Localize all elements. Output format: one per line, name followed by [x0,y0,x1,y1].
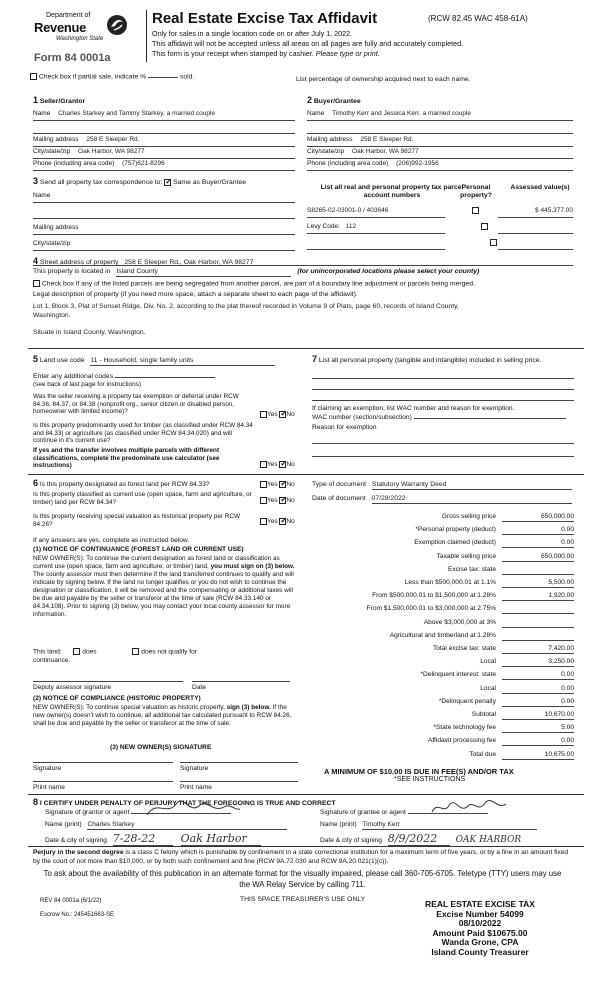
escrow-number: Escrow No.: 245451663-SE [40,912,115,918]
dept-line1: Department of [46,12,91,19]
tax-row-value[interactable] [502,619,574,628]
tax-row-label: Gross selling price [441,513,496,520]
revision-label: REV 84 0001a (6/1/22) [40,898,102,904]
legal-desc-line-3[interactable]: Situate in Island County, Washington. [33,329,146,336]
q1-no-checkbox[interactable] [279,411,286,418]
grantee-name-label: Name (print) [320,821,357,828]
buyer-name-field[interactable]: Timothy Kerr and Jessica Kerr, a married couple [332,110,471,117]
land-use-field[interactable]: 11 - Household, single family units [90,357,275,366]
additional-codes-label: Enter any additional codes [33,373,114,380]
tax-row [312,684,574,696]
partial-sale-checkbox[interactable] [30,73,37,80]
doc-date-label: Date of document [312,495,366,502]
grantee-date-field[interactable]: 8/9/2022 [388,832,450,846]
s6-q2-yes-checkbox[interactable] [260,497,267,504]
tax-row-label: From $1,500,000.01 to $3,000,000 at 2.75% [366,605,496,613]
unincorporated-note: (for unincorporated locations please select your county) [297,268,480,275]
tax-row [312,565,574,577]
seller-phone-label: Phone (including area code) [33,160,115,167]
tax-row-label: Local [480,684,496,692]
continuance-label: continuance. [33,657,71,664]
perjury-notice: Perjury in the second degree is a class C felony which is punishable by confinement in a state correctional institution for a maximum term of five years, or by a fine in an amount fixed by the court of not more than $10,000, or by both such confinement and fine (RCW 9A.72.030 and RCW 9A.20.021(1)(c)). [33,849,569,865]
tax-row-value[interactable]: 5.00 [502,724,574,733]
timber-question-bold: If yes and the transfer involves multiple parcels with different classifications, complete the predominate use calculator (see instructions) [33,447,220,470]
doc-date-field[interactable]: 07/28/2022 [372,495,572,504]
corr-name-label: Name [33,192,51,199]
buyer-phone-label: Phone (including area code) [307,160,389,167]
wac-field[interactable] [414,418,566,419]
tax-row-label: *Personal property (deduct) [415,526,496,534]
segregated-label: Check box if any of the listed parcels are being segregated from another parcel, are part of a boundary line adjustment or parcels being merged. [41,280,475,288]
tax-row-value[interactable]: 650,000.00 [502,513,574,522]
owner-signature-label-1: Signature [33,765,62,772]
grantor-name-field[interactable]: Charles Starkey [87,821,287,830]
q2-no-checkbox[interactable] [279,461,286,468]
tax-row-label: Total excise tax: state [432,645,496,652]
assessed-col-header: Assessed value(s) [510,184,570,191]
see-back-note: (see back of last page for instructions) [33,381,141,388]
tax-row [312,552,574,564]
tax-row-value[interactable] [502,605,574,614]
tax-row-label: From $500,000.01 to $1,500,000 at 1.28% [372,592,496,600]
land-use-label: Land use code [39,357,85,364]
personal-property-checkbox-3[interactable] [490,239,497,246]
levy-code-label: Levy Code: [307,223,340,230]
forest-question: Is this property designated as forest land per RCW 84.33? [39,481,210,488]
tax-row [312,631,574,643]
grantor-signature-scribble [142,797,242,819]
notice-compliance-title: (2) NOTICE OF COMPLIANCE (HISTORIC PROPERTY) [33,695,201,702]
page-title: Real Estate Excise Tax Affidavit [152,10,378,27]
notice-compliance-body: NEW OWNER(S): To continue special valuation as historic property, sign (3) below. If the new owner(s) doesn't wish to continue, all additional tax calculated pursuant to RCW 84.26, shall be due and payable by the seller or transferor at the time of sale. [33,704,292,727]
grantee-name-field[interactable]: Timothy Kerr [362,821,537,830]
buyer-heading: Buyer/Grantee [313,98,361,105]
segregated-checkbox[interactable] [33,280,40,287]
does-label: does [82,648,97,656]
notice-continuance-title: (1) NOTICE OF CONTINUANCE (FOREST LAND OR CURRENT USE) [33,546,244,553]
tax-row [312,604,574,616]
partial-percent-field[interactable] [148,77,178,78]
alternate-format-note: To ask about the availability of this publication in an alternate format for the visually impaired, please call 360-705-6705. Teletype (TTY) users may use the WA Relay Service by calling 711. [43,869,562,889]
grantee-signature-label: Signature of grantee or agent [320,809,406,816]
tax-row [312,591,574,603]
tax-row [312,538,574,550]
same-as-buyer-label: Same as Buyer/Grantee [173,179,247,186]
tax-row-label: Local [480,658,496,666]
county-select[interactable]: Island County [116,268,291,277]
tax-row-value[interactable]: 0.00 [502,526,574,535]
grantee-date-label: Date & city of signing [320,837,382,844]
personal-property-checkbox-1[interactable] [472,207,479,214]
tax-row [312,750,574,762]
minimum-due-note: A MINIMUM OF $10.00 IS DUE IN FEE(S) AND/OR TAX [324,767,514,776]
new-owner-signature-title: (3) NEW OWNER(S) SIGNATURE [110,744,212,751]
does-not-qualify-checkbox[interactable] [132,648,139,655]
s6-q2-no-checkbox[interactable] [279,497,286,504]
tax-row-label: Excise tax: state [447,565,496,573]
tax-row-label: Less than $500,000.01 at 1.1% [404,579,496,586]
tax-row [312,578,574,590]
tax-row [312,670,574,682]
corr-mailing-label: Mailing address [33,224,79,231]
dor-logo [32,12,132,54]
seller-city-label: City/state/zip [33,148,71,155]
seller-heading: Seller/Grantor [39,98,86,105]
tax-row-value[interactable]: 10,670.00 [502,711,574,720]
parcel-col-header: List all real and personal property tax parcel account numbers [320,184,464,200]
grantor-date-label: Date & city of signing [45,837,107,844]
tax-row [312,657,574,669]
header-note-2: This affidavit will not be accepted unless all areas on all pages are fully and accurately completed. [152,39,464,48]
tax-row-label: Taxable selling price [436,552,496,560]
tax-row [312,512,574,524]
q1-yes-checkbox[interactable] [260,411,267,418]
s6-q3-no-checkbox[interactable] [279,518,286,525]
form-number: Form 84 0001a [34,52,111,64]
timber-question: Is this property predominantly used for timber (as classified under RCW 84.34 and 84.33) or agriculture (as classified under RCW 84.34.020) and will continue in it's current use? [33,422,253,445]
owner-print-name-label-2: Print name [180,784,212,791]
treasurer-only-label: THIS SPACE TREASURER'S USE ONLY [240,896,366,903]
tax-row-value[interactable]: 0.00 [502,671,574,680]
tax-row-label: Exemption claimed (deduct) [414,539,496,547]
partial-sale-label: Check box if partial sale, indicate % [38,73,147,81]
tax-row-value[interactable]: 1,920.00 [502,592,574,601]
deputy-assessor-label: Deputy assessor signature [33,684,112,691]
tax-row [312,710,574,722]
tax-row-value[interactable]: 0.00 [502,539,574,548]
tax-row-label: Affidavit processing fee [427,737,496,745]
street-address-field[interactable]: 258 E Sleeper Rd., Oak Harbor, WA 98277 [124,259,254,266]
assessed-value-field[interactable]: $ 445,377.00 [535,207,573,214]
notice-continuance-body: NEW OWNER(S): To continue the current designation as forest land or classification as current use (open space, farm and agriculture, or timber) land, you must sign on (3) below. The county assessor must then determine if the land transferred continues to qualify and will indicate by signing below. If the land no longer qualifies or you do not wish to continue the designation or classification, it will be removed and the compensating or additional taxes will be due and payable by the seller or transferor at the time of sale (RCW 84.33.140 or 84.34.108). Prior to signing (3) below, you may contact your local county assessor for more information. [33,555,295,618]
tax-row [312,618,574,630]
dept-line2: Revenue [34,20,87,35]
reason-label: Reason for exemption [312,424,377,431]
tax-row-value[interactable]: 0.00 [502,698,574,707]
legal-desc-line-2[interactable]: Washington. [33,312,71,319]
exemption-wac-note: If claiming an exemption, list WAC number and reason for exemption. [312,405,515,412]
buyer-city-field[interactable]: Oak Harbor, WA 98277 [352,148,419,155]
tax-row [312,525,574,537]
seller-mailing-label: Mailing address [33,136,79,143]
owner-signature-label-2: Signature [180,765,209,772]
tax-row-value[interactable]: 10,675.00 [502,751,574,760]
rcw-citation: (RCW 82.45 WAC 458-61A) [428,14,528,23]
tax-row-value[interactable]: 3,250.00 [502,658,574,667]
treasurer-stamp: REAL ESTATE EXCISE TAX Excise Number 54099 08/10/2022 Amount Paid $10675.00 Wanda Grone, CPA Island County Treasurer [425,899,535,957]
seller-name-field[interactable]: Charles Starkey and Tammy Starkey, a married couple [58,110,216,117]
buyer-phone-field[interactable]: (206)992-1956 [396,160,439,167]
see-instructions-note: *SEE INSTRUCTIONS [394,776,466,783]
tax-row-label: *Delinquent penalty [438,697,496,705]
tax-row-label: *Delinquent interest: state [420,671,496,679]
current-use-question: Is this property classified as current use (open space, farm and agriculture, or timber) land per RCW 84.34? [33,491,252,506]
exemption-question: Was the seller receiving a property tax exemption or deferral under RCW 84.36, 84.37, or 84.38 (nonprofit org., senior citizen or disabled person, homeowner with limited income)? [33,393,239,416]
grantor-date-field[interactable]: 7-28-22 [113,832,173,846]
owner-print-name-label-1: Print name [33,784,65,791]
tax-row-value[interactable]: 0.00 [502,737,574,746]
tax-row-value[interactable]: 5,500.00 [502,579,574,588]
tax-row [312,723,574,735]
seller-name-label: Name [33,110,51,117]
deputy-date-label: Date [192,684,206,691]
partial-sold-label: sold. [179,73,195,81]
s6-q1-no-checkbox[interactable] [279,481,286,488]
tax-row [312,644,574,656]
grantor-name-label: Name (print) [45,821,82,828]
tax-row-value[interactable] [502,566,574,575]
doc-type-label: Type of document [312,481,367,488]
legal-desc-line-1[interactable]: Lot 1, Block 3, Plat of Sunset Ridge, Div. No. 2, according to the plat thereof recorded in Volume 9 of Plats, page 60, records of Island County, [33,303,459,310]
ownership-note: List percentage of ownership acquired next to each name. [296,76,471,83]
seller-mailing-field[interactable]: 258 E Sleeper Rd. [86,136,140,143]
seller-city-field[interactable]: Oak Harbor, WA 98277 [78,148,145,155]
s6-q1-yes-checkbox[interactable] [260,481,267,488]
personal-property-checkbox-2[interactable] [481,223,488,230]
tax-row-value[interactable] [502,632,574,641]
tax-row [312,697,574,709]
grantor-signature-label: Signature of grantor or agent [45,809,130,816]
tax-row [312,736,574,748]
doc-type-field[interactable]: Statutory Warranty Deed [372,481,572,490]
buyer-name-label: Name [307,110,325,117]
dor-swirl-icon [106,14,128,36]
levy-code-field[interactable]: 112 [345,223,357,230]
header-note-1: Only for sales in a single location code on or after July 1, 2022. [152,29,353,38]
grantee-signature-scribble [428,796,508,818]
tax-row-value[interactable]: 650,000.00 [502,553,574,562]
dept-line3: Washington State [56,36,104,42]
buyer-city-label: City/state/zip [307,148,345,155]
if-any-yes-note: If any answers are yes, complete as instructed below. [33,537,190,544]
buyer-mailing-label: Mailing address [307,136,353,143]
tax-row-value[interactable]: 0.00 [502,685,574,694]
header-note-3: This form is your receipt when stamped by cashier. [152,49,314,58]
grantee-city-field[interactable]: OAK HARBOR [456,835,544,847]
does-not-label: does not qualify for [141,648,197,656]
corr-city-label: City/state/zip [33,240,71,247]
tax-row-label: Agricultural and timberland at 1.28% [389,631,496,639]
tax-row-label: Total due [469,750,496,758]
buyer-mailing-field[interactable]: 258 E Sleeper Rd. [360,136,414,143]
street-address-label: Street address of property [39,259,119,266]
header-note-3b: Please type or print. [315,49,380,58]
personal-col-header: Personal property? [460,184,492,200]
q2-yes-checkbox[interactable] [260,461,267,468]
tax-row-label: Subtotal [471,711,496,718]
personal-property-list-label: List all personal property (tangible and intangible) included in selling price. [318,357,542,364]
certify-title: I CERTIFY UNDER PENALTY OF PERJURY THAT THE FOREGOING IS TRUE AND CORRECT [39,800,336,807]
does-qualify-checkbox[interactable] [73,648,80,655]
same-as-buyer-checkbox[interactable] [164,179,171,186]
county-label: This property is located in [33,268,111,275]
correspondence-label: Send all property tax correspondence to: [39,179,163,186]
grantor-city-field[interactable]: Oak Harbor [181,832,261,846]
tax-row-label: *State technology fee [433,724,496,732]
tax-row-label: Above $3,000,000 at 3% [423,618,496,626]
s6-q3-yes-checkbox[interactable] [260,518,267,525]
additional-codes-field[interactable] [115,377,215,378]
historical-question: Is this property receiving special valuation as historical property per RCW 84.26? [33,513,241,528]
tax-row-value[interactable]: 7,420.00 [502,645,574,654]
legal-desc-label: Legal description of property (if you need more space, attach a separate sheet to each page of the affidavit). [33,291,358,298]
parcel-number-field[interactable]: S8265-02-03001-0 / 403646 [307,207,389,214]
seller-phone-field[interactable]: (757)621-8296 [122,160,165,167]
this-land-label: This land: [33,648,62,656]
wac-label: WAC number (section/subsection) [312,414,412,421]
